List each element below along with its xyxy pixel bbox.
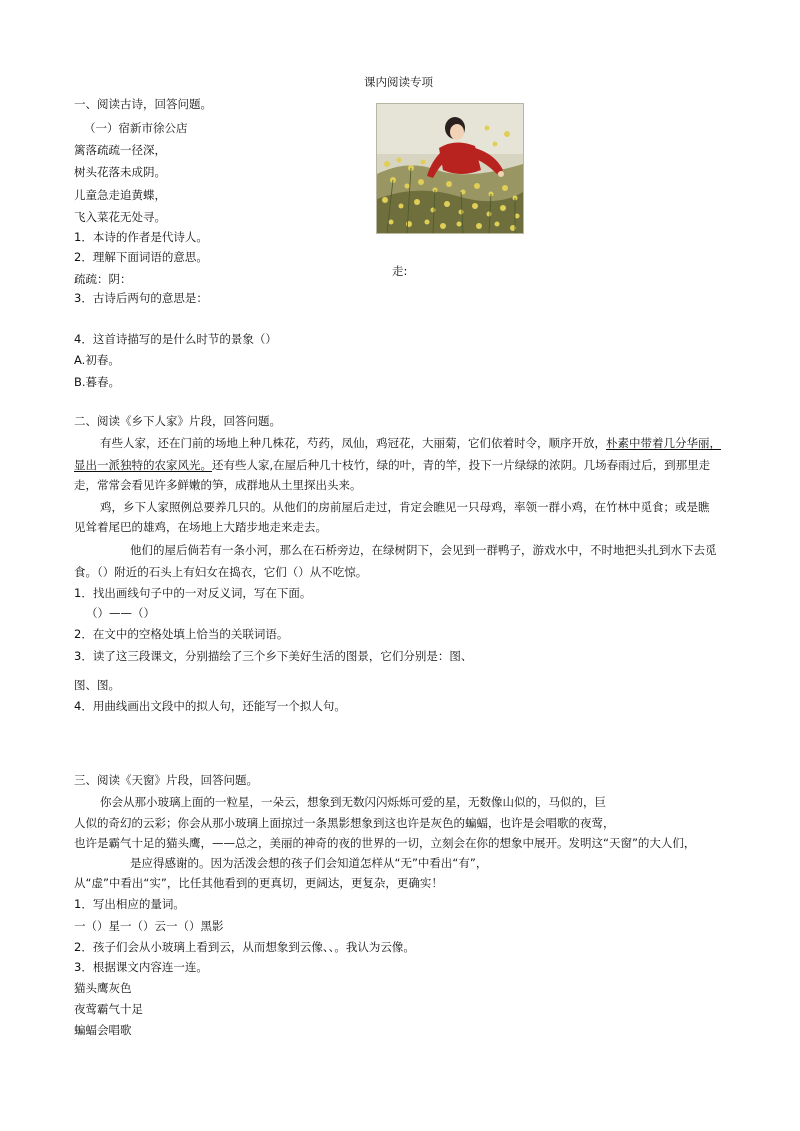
s2-p1-text-b: 还有些人家,在屋后种几十枝竹，绿的叶，青的竿，投下一片绿绿的浓阴。几场春雨过后，到那里走: [212, 458, 711, 472]
poem-line-1: 篱落疏疏一径深，: [74, 143, 166, 157]
section-1-heading: 一、阅读古诗，回答问题。: [74, 97, 212, 111]
match-item-3: 蝙蝠会唱歌: [74, 1023, 132, 1037]
s3-question-2: 2．孩子们会从小玻璃上看到云，从而想象到云像、、。我认为云像。: [74, 940, 415, 954]
s2-question-1-blank: （）——（）: [86, 606, 155, 620]
s2-paragraph-1-line-2: [74, 460, 710, 472]
s2-p1-underlined-b: 显出一派独特的农家风光。: [74, 458, 212, 472]
s3-paragraph-line-5: 从“虚”中看出“实”，比任其他看到的更真切，更阔达，更复杂，更确实！: [74, 876, 443, 890]
s2-paragraph-3-line-1: 他们的屋后倘若有一条小河，那么在石桥旁边，在绿树阴下，会见到一群鸭子，游戏水中，不时地把头扎到水下去觅: [130, 543, 717, 557]
poem-illustration: [376, 103, 524, 234]
s2-question-3-continued: 图、图。: [74, 678, 120, 692]
poem-line-4: 飞入菜花无处寻。: [74, 210, 166, 224]
s2-question-2: 2．在文中的空格处填上恰当的关联词语。: [74, 627, 289, 641]
match-item-1: 猫头鹰灰色: [74, 981, 132, 995]
match-item-2: 夜莺霸气十足: [74, 1002, 143, 1016]
s2-paragraph-2-line-2: 见耸着尾巴的雄鸡，在场地上大踏步地走来走去。: [74, 520, 327, 534]
s3-paragraph-line-4: 是应得感谢的。因为活泼会想的孩子们会知道怎样从“无”中看出“有”，: [130, 856, 488, 870]
s2-question-4: 4．用曲线画出文段中的拟人句，还能写一个拟人句。: [74, 699, 346, 713]
poem-line-3: 儿童急走追黄蝶，: [74, 188, 166, 202]
s2-paragraph-1-line-3: 走，常常会看见许多鲜嫩的笋，成群地从土里探出头来。: [74, 478, 362, 492]
s2-paragraph-3-line-2: 食。（）附近的石头上有妇女在捣衣，它们（）从不吃惊。: [74, 565, 368, 579]
s1-word-list: 疏疏：阴：: [74, 272, 132, 286]
word-zou: 走:: [392, 264, 408, 278]
option-b: B.暮春。: [74, 375, 121, 389]
option-a: A.初春。: [74, 353, 120, 367]
s3-question-1: 1．写出相应的量词。: [74, 897, 185, 911]
section-3-heading: 三、阅读《天窗》片段，回答问题。: [74, 773, 258, 787]
poem-line-2: 树头花落未成阴。: [74, 165, 166, 179]
s3-paragraph-line-2: 人似的奇幻的云彩；你会从那小玻璃上面掠过一条黑影想象到这也许是灰色的蝙蝠，也许是会唱歌的夜莺，: [74, 816, 615, 830]
s1-question-4: 4．这首诗描写的是什么时节的景象（）: [74, 332, 277, 346]
s1-question-2: 2．理解下面词语的意思。: [74, 250, 208, 264]
s1-question-3: 3．古诗后两句的意思是：: [74, 291, 208, 305]
page-title: 课内阅读专项: [364, 75, 433, 89]
s2-paragraph-2-line-1: 鸡，乡下人家照例总要养几只的。从他们的房前屋后走过，肯定会瞧见一只母鸡，率领一群小鸡，在竹林中觅食；或是瞧: [100, 500, 710, 514]
s2-question-1: 1．找出画线句子中的一对反义词，写在下面。: [74, 586, 312, 600]
s2-question-3: 3．读了这三段课文，分别描绘了三个乡下美好生活的图景，它们分别是：图、: [74, 649, 473, 663]
s1-question-1: 1．本诗的作者是代诗人。: [74, 230, 208, 244]
s2-p1-underlined-a: 朴素中带着几分华丽，: [606, 436, 721, 450]
s3-paragraph-line-3: 也许是霸气十足的猫头鹰，——总之，美丽的神奇的夜的世界的一切，立刻会在你的想象中展开。发明这“天窗”的大人们，: [74, 836, 696, 850]
s3-question-1-line: 一（）星一（）云一（）黑影: [74, 919, 224, 933]
s2-p1-text-a: 有些人家，还在门前的场地上种几株花，芍药，凤仙，鸡冠花，大丽菊，它们依着时令，顺序开放，: [100, 436, 606, 450]
s3-question-3: 3．根据课文内容连一连。: [74, 960, 208, 974]
s3-paragraph-line-1: 你会从那小玻璃上面的一粒星，一朵云，想象到无数闪闪烁烁可爱的星，无数像山似的，马似的，巨: [100, 795, 606, 809]
poem-title: （一）宿新市徐公店: [84, 121, 188, 135]
section-2-heading: 二、阅读《乡下人家》片段，回答问题。: [74, 414, 281, 428]
s2-paragraph-1-line-1: [100, 438, 721, 450]
